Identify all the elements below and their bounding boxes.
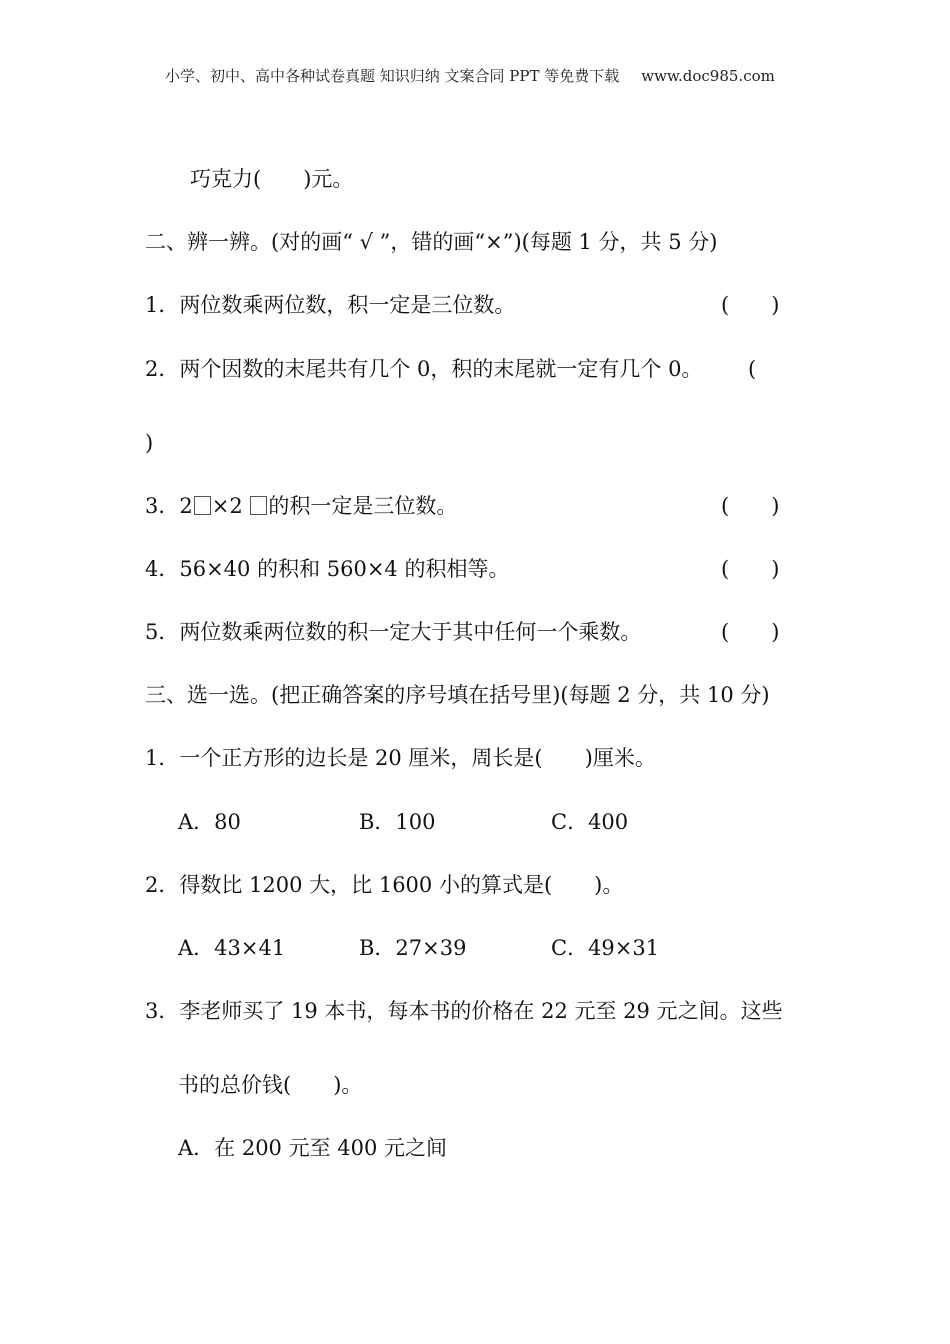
item-3-part2: ×2 xyxy=(211,494,243,518)
choice-question-2: 2．得数比 1200 大，比 1600 小的算式是( )。 xyxy=(145,873,624,897)
answer-paren-2-open[interactable]: ( xyxy=(748,357,757,381)
choice-question-1: 1．一个正方形的边长是 20 厘米，周长是( )厘米。 xyxy=(145,746,656,770)
choice-question-3-line1: 3．李老师买了 19 本书，每本书的价格在 22 元至 29 元之间。这些 xyxy=(145,999,783,1023)
answer-paren-4[interactable]: ( ) xyxy=(721,557,780,581)
judge-item-2: 2．两个因数的末尾共有几个 0，积的末尾就一定有几个 0。 xyxy=(145,357,703,381)
answer-paren-2-close: ) xyxy=(145,431,154,455)
judge-item-3 xyxy=(145,492,457,520)
q2-option-a[interactable]: A．43×41 xyxy=(178,936,286,960)
q1-option-a[interactable]: A．80 xyxy=(178,810,241,834)
section-2-title: 二、辨一辨。(对的画“ √ ”，错的画“×”)(每题 1 分，共 5 分) xyxy=(145,230,718,254)
q1-option-c[interactable]: C．400 xyxy=(551,810,629,834)
q2-option-c[interactable]: C．49×31 xyxy=(551,936,660,960)
page-header xyxy=(165,66,775,86)
answer-paren-5[interactable]: ( ) xyxy=(721,620,780,644)
section-3-title: 三、选一选。(把正确答案的序号填在括号里)(每题 2 分，共 10 分) xyxy=(145,683,770,707)
item-3-part3: 的积一定是三位数。 xyxy=(268,494,458,518)
item-3-part1: 2 xyxy=(179,494,193,518)
judge-item-4: 4．56×40 的积和 560×4 的积相等。 xyxy=(145,557,510,581)
judge-item-1: 1．两位数乘两位数，积一定是三位数。 xyxy=(145,293,516,317)
blank-box-icon xyxy=(250,496,267,515)
answer-paren-1[interactable]: ( ) xyxy=(721,293,780,317)
q2-option-b[interactable]: B．27×39 xyxy=(359,936,467,960)
q3-option-a[interactable]: A．在 200 元至 400 元之间 xyxy=(178,1136,448,1160)
answer-paren-3[interactable]: ( ) xyxy=(721,494,780,518)
judge-item-5: 5．两位数乘两位数的积一定大于其中任何一个乘数。 xyxy=(145,620,642,644)
prev-question-tail: 巧克力( )元。 xyxy=(190,167,354,191)
blank-box-icon xyxy=(194,496,211,515)
header-url[interactable]: www.doc985.com xyxy=(641,67,775,85)
choice-question-3-line2: 书的总价钱( )。 xyxy=(178,1073,363,1097)
item-3-number: 3． xyxy=(145,494,180,518)
q1-option-b[interactable]: B．100 xyxy=(359,810,436,834)
header-text: 小学、初中、高中各种试卷真题 知识归纳 文案合同 PPT 等免费下载 xyxy=(165,67,620,85)
